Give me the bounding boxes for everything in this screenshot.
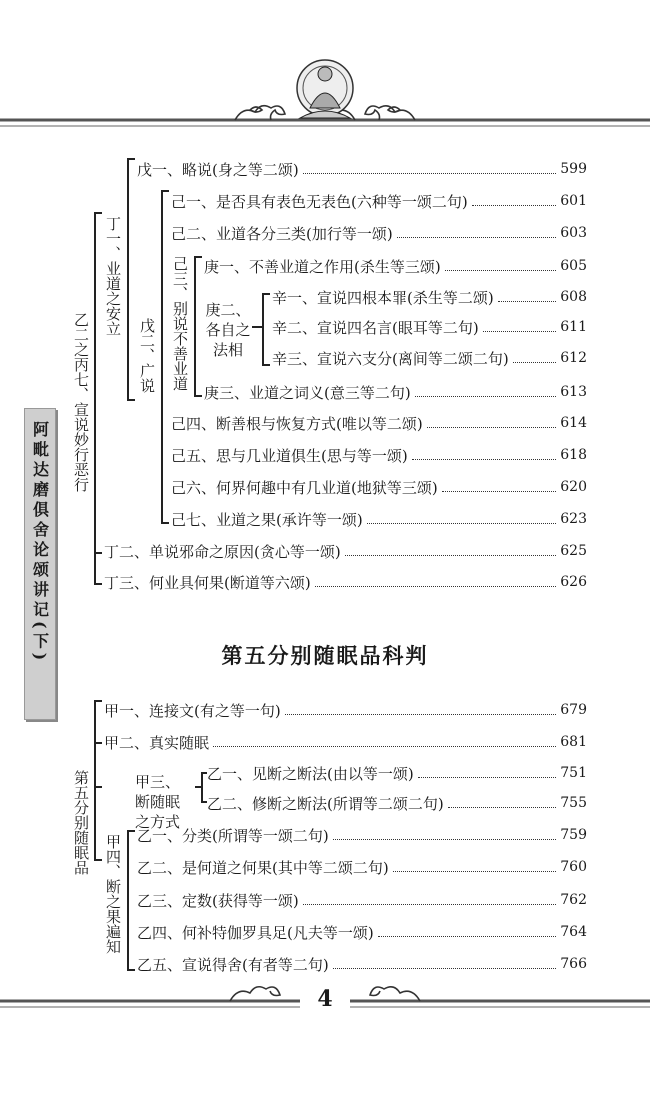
bracket: [194, 256, 196, 396]
entry-title: 己一、是否具有表色无表色(六种等一颂二句): [171, 192, 468, 211]
leader-dots: [445, 270, 557, 271]
leader-dots: [513, 362, 557, 363]
toc-entry[interactable]: [137, 856, 587, 878]
bracket: [94, 859, 102, 861]
leader-dots: [393, 871, 557, 872]
book-title: 阿毗达磨俱舍论颂讲记(下): [30, 421, 50, 665]
entry-title: 己七、业道之果(承许等一颂): [171, 510, 363, 529]
bracket: [127, 830, 135, 832]
root-label-1: 乙二之丙七、宣说妙行恶行: [72, 312, 90, 492]
toc-entry[interactable]: [104, 731, 587, 753]
entry-title: 辛一、宣说四根本罪(杀生等二颂): [272, 288, 494, 307]
toc-entry[interactable]: [171, 222, 587, 244]
geng2-label: 庚二、各自之法相: [205, 301, 251, 359]
toc-entry[interactable]: [137, 158, 587, 180]
ding1-label: 丁一、业道之安立: [104, 216, 122, 336]
header-ornament: [0, 50, 650, 135]
entry-title: 乙一、见断之断法(由以等一颂): [207, 764, 414, 783]
bracket: [127, 158, 135, 160]
entry-title: 乙一、分类(所谓等一颂二句): [137, 826, 329, 845]
bracket: [94, 212, 96, 584]
leader-dots: [472, 205, 557, 206]
entry-page: 681: [560, 734, 587, 750]
entry-page: 599: [560, 161, 587, 177]
toc-entry[interactable]: [137, 824, 587, 846]
bracket: [94, 700, 96, 860]
entry-page: 613: [560, 384, 587, 400]
root-label-2: 第五分别随眠品: [72, 770, 90, 875]
entry-title: 戊一、略说(身之等二颂): [137, 160, 299, 179]
entry-page: 760: [560, 859, 587, 875]
section-title: 第五分别随眠品科判: [221, 643, 429, 668]
entry-title: 己二、业道各分三类(加行等一颂): [171, 224, 393, 243]
jia3-label: 甲三、断随眠之方式: [135, 773, 181, 831]
leader-dots: [483, 331, 557, 332]
entry-page: 679: [560, 702, 587, 718]
entry-title: 乙四、何补特伽罗具足(凡夫等一颂): [137, 923, 374, 942]
entry-page: 759: [560, 827, 587, 843]
entry-title: 己四、断善根与恢复方式(唯以等二颂): [171, 414, 423, 433]
leader-dots: [448, 807, 557, 808]
leader-dots: [213, 746, 556, 747]
bracket: [161, 190, 163, 523]
toc-entry[interactable]: [171, 190, 587, 212]
toc-entry[interactable]: [207, 762, 587, 784]
leader-dots: [415, 396, 557, 397]
bracket: [127, 158, 129, 400]
entry-page: 605: [560, 258, 587, 274]
entry-page: 614: [560, 415, 587, 431]
leader-dots: [442, 491, 557, 492]
entry-page: 601: [560, 193, 587, 209]
entry-page: 625: [560, 543, 587, 559]
ji3-label: 己三、别说不善业道: [171, 256, 189, 391]
bracket: [127, 969, 135, 971]
bracket: [262, 293, 264, 365]
bracket: [94, 212, 102, 214]
bracket: [94, 742, 102, 744]
entry-page: 608: [560, 289, 587, 305]
entry-title: 乙五、宣说得舍(有者等二句): [137, 955, 329, 974]
bracket: [262, 364, 270, 366]
entry-title: 辛二、宣说四名言(眼耳等二句): [272, 318, 479, 337]
leader-dots: [345, 555, 557, 556]
entry-title: 辛三、宣说六支分(离间等二颂二句): [272, 349, 509, 368]
entry-title: 庚一、不善业道之作用(杀生等三颂): [204, 257, 441, 276]
entry-page: 764: [560, 924, 587, 940]
bracket: [127, 399, 135, 401]
leader-dots: [303, 173, 557, 174]
toc-entry[interactable]: [171, 412, 587, 434]
toc-entry[interactable]: [137, 889, 587, 911]
toc-entry[interactable]: [137, 921, 587, 943]
jia4-label: 甲四、断之果遍知: [104, 834, 122, 954]
leader-dots: [333, 839, 557, 840]
leader-dots: [397, 237, 557, 238]
entry-title: 丁三、何业具何果(断道等六颂): [104, 573, 311, 592]
leader-dots: [418, 777, 557, 778]
toc-entry[interactable]: [207, 792, 587, 814]
bracket: [127, 830, 129, 970]
leader-dots: [378, 936, 557, 937]
toc-entry[interactable]: [272, 286, 587, 308]
bracket: [161, 190, 169, 192]
toc-entry[interactable]: [171, 476, 587, 498]
toc-entry[interactable]: [171, 444, 587, 466]
entry-title: 庚三、业道之词义(意三等二句): [204, 383, 411, 402]
entry-title: 乙二、修断之断法(所谓等二颂二句): [207, 794, 444, 813]
toc-entry[interactable]: [104, 571, 587, 593]
leader-dots: [498, 301, 557, 302]
entry-page: 762: [560, 892, 587, 908]
toc-entry[interactable]: [104, 540, 587, 562]
toc-entry[interactable]: [272, 347, 587, 369]
leader-dots: [285, 714, 557, 715]
leader-dots: [303, 904, 557, 905]
entry-title: 乙三、定数(获得等一颂): [137, 891, 299, 910]
bracket: [262, 293, 270, 295]
entry-title: 己六、何界何趣中有几业道(地狱等三颂): [171, 478, 438, 497]
entry-title: 己五、思与几业道俱生(思与等一颂): [171, 446, 408, 465]
entry-page: 620: [560, 479, 587, 495]
bracket: [194, 256, 202, 258]
entry-page: 618: [560, 447, 587, 463]
toc-entry[interactable]: [171, 508, 587, 530]
toc-entry[interactable]: [137, 953, 587, 975]
leader-dots: [367, 523, 557, 524]
bracket: [94, 583, 102, 585]
bracket: [161, 522, 169, 524]
bracket: [201, 772, 203, 802]
toc-entry[interactable]: [204, 255, 587, 277]
bracket: [252, 326, 262, 328]
leader-dots: [333, 968, 557, 969]
bracket: [194, 395, 202, 397]
leader-dots: [315, 586, 557, 587]
entry-title: 丁二、单说邪命之原因(贪心等一颂): [104, 542, 341, 561]
entry-page: 611: [560, 319, 587, 335]
toc-entry[interactable]: [204, 381, 587, 403]
bracket: [94, 552, 102, 554]
entry-page: 603: [560, 225, 587, 241]
entry-title: 甲一、连接文(有之等一句): [104, 701, 281, 720]
entry-page: 623: [560, 511, 587, 527]
entry-page: 751: [560, 765, 587, 781]
toc-entry[interactable]: [272, 316, 587, 338]
toc-entry[interactable]: [104, 699, 587, 721]
page-number: 4: [317, 986, 333, 1012]
bracket: [94, 786, 102, 788]
entry-page: 626: [560, 574, 587, 590]
entry-page: 612: [560, 350, 587, 366]
leader-dots: [412, 459, 557, 460]
entry-page: 755: [560, 795, 587, 811]
entry-page: 766: [560, 956, 587, 972]
book-title-tab: [24, 408, 56, 720]
entry-title: 甲二、真实随眠: [104, 733, 210, 752]
entry-title: 乙二、是何道之何果(其中等二颂二句): [137, 858, 389, 877]
wu2-label: 戊二、广说: [138, 318, 156, 393]
leader-dots: [427, 427, 557, 428]
bracket: [94, 700, 102, 702]
